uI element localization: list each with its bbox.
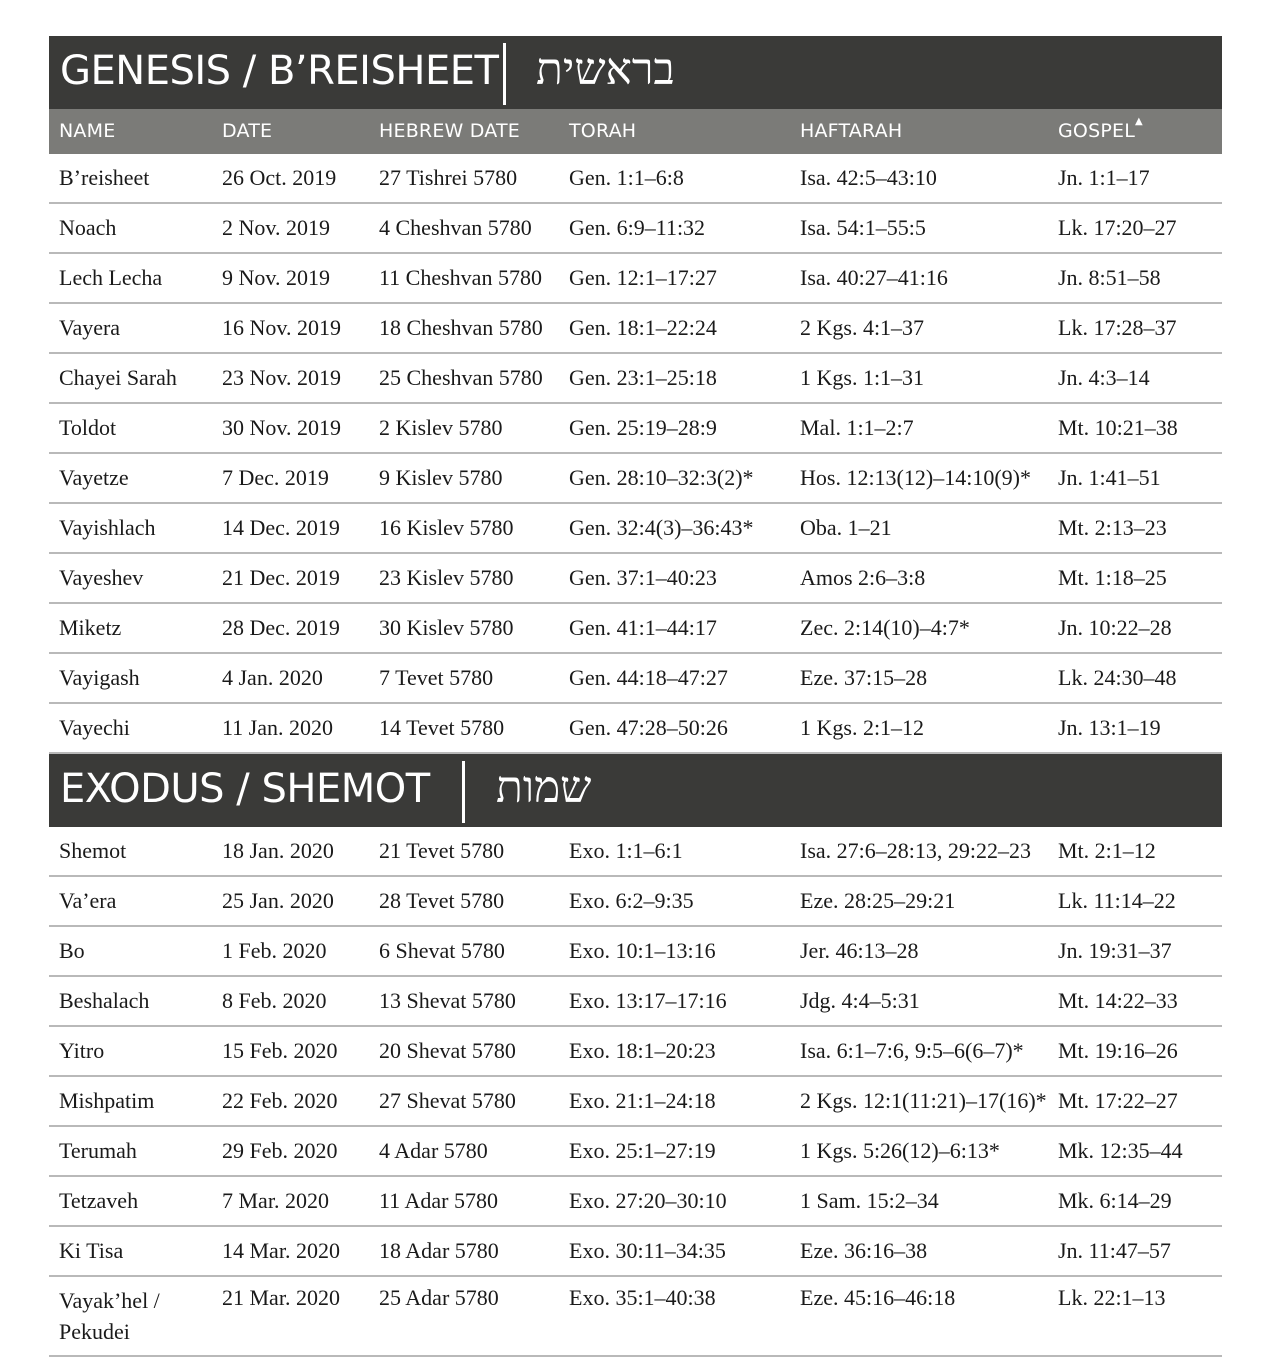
haftarah-reading: Isa. 54:1–55:5 (800, 215, 926, 240)
torah-reading: Exo. 1:1–6:1 (569, 838, 683, 863)
table-row (49, 254, 1222, 304)
gospel-header-label: GOSPEL (1058, 120, 1135, 142)
hebrew-date: 18 Adar 5780 (379, 1238, 499, 1263)
gregorian-date: 29 Feb. 2020 (222, 1138, 338, 1163)
exodus-hebrew-title: שמות (496, 762, 592, 813)
gospel-reading: Lk. 17:20–27 (1058, 215, 1177, 240)
haftarah-reading: Jer. 46:13–28 (800, 938, 919, 963)
portion-name: Noach (59, 215, 117, 240)
portion-name: Chayei Sarah (59, 365, 177, 390)
gregorian-date: 23 Nov. 2019 (222, 365, 341, 390)
hebrew-date: 4 Adar 5780 (379, 1138, 488, 1163)
hebrew-date: 7 Tevet 5780 (379, 665, 494, 690)
torah-reading: Exo. 6:2–9:35 (569, 888, 694, 913)
hebrew-date: 21 Tevet 5780 (379, 838, 505, 863)
gregorian-date: 15 Feb. 2020 (222, 1038, 338, 1063)
gospel-note-mark-icon: ▲ (1135, 116, 1143, 127)
gregorian-date: 30 Nov. 2019 (222, 415, 341, 440)
portion-name: Vayera (59, 315, 121, 340)
haftarah-reading: Isa. 27:6–28:13, 29:22–23 (800, 838, 1031, 863)
gospel-reading: Jn. 8:51–58 (1058, 265, 1161, 290)
gospel-reading: Mt. 2:1–12 (1058, 838, 1156, 863)
torah-reading: Gen. 6:9–11:32 (569, 215, 706, 240)
portion-name: Yitro (59, 1038, 105, 1063)
gregorian-date: 26 Oct. 2019 (222, 165, 337, 190)
torah-reading: Gen. 44:18–47:27 (569, 665, 728, 690)
genesis-hebrew-title: בראשית (536, 44, 675, 95)
hebrew-date: 11 Adar 5780 (379, 1188, 498, 1213)
gospel-reading: Mt. 17:22–27 (1058, 1088, 1178, 1113)
table-row (49, 554, 1222, 604)
hebrew-date: 27 Tishrei 5780 (379, 165, 518, 190)
column-torah-header: TORAH (569, 120, 637, 142)
exodus-title: EXODUS / SHEMOT (60, 766, 430, 812)
haftarah-reading: 2 Kgs. 4:1–37 (800, 315, 925, 340)
gregorian-date: 16 Nov. 2019 (222, 315, 341, 340)
exodus-header (49, 754, 1222, 827)
table-row (49, 354, 1222, 404)
haftarah-reading: Mal. 1:1–2:7 (800, 415, 914, 440)
hebrew-date: 18 Cheshvan 5780 (379, 315, 543, 340)
table-row (49, 604, 1222, 654)
hebrew-date: 23 Kislev 5780 (379, 565, 514, 590)
gregorian-date: 22 Feb. 2020 (222, 1088, 338, 1113)
column-hebrew-date-header: HEBREW DATE (379, 120, 520, 142)
portion-name: Mishpatim (59, 1088, 155, 1113)
table-row (49, 1277, 1222, 1357)
gregorian-date: 21 Mar. 2020 (222, 1285, 340, 1310)
table-row (49, 1077, 1222, 1127)
portion-name: Terumah (59, 1138, 137, 1163)
portion-name: Vayetze (59, 465, 129, 490)
gospel-reading: Mt. 2:13–23 (1058, 515, 1167, 540)
portion-name: Miketz (59, 615, 122, 640)
haftarah-reading: 1 Sam. 15:2–34 (800, 1188, 939, 1213)
portion-name: Ki Tisa (59, 1238, 124, 1263)
table-row (49, 154, 1222, 204)
table-row (49, 927, 1222, 977)
torah-portion-schedule (49, 36, 1222, 1357)
haftarah-reading: Hos. 12:13(12)–14:10(9)* (800, 465, 1031, 490)
hebrew-date: 9 Kislev 5780 (379, 465, 503, 490)
gospel-reading: Jn. 1:1–17 (1058, 165, 1150, 190)
gospel-reading: Jn. 4:3–14 (1058, 365, 1150, 390)
gregorian-date: 7 Mar. 2020 (222, 1188, 329, 1213)
gospel-reading: Lk. 22:1–13 (1058, 1285, 1166, 1310)
gospel-reading: Lk. 24:30–48 (1058, 665, 1177, 690)
gregorian-date: 2 Nov. 2019 (222, 215, 330, 240)
gospel-reading: Jn. 13:1–19 (1058, 715, 1161, 740)
gregorian-date: 7 Dec. 2019 (222, 465, 329, 490)
column-header-row (49, 109, 1222, 154)
column-date-header: DATE (222, 120, 273, 142)
torah-reading: Exo. 10:1–13:16 (569, 938, 716, 963)
column-gospel-header (1058, 116, 1143, 142)
gospel-reading: Lk. 11:14–22 (1058, 888, 1176, 913)
gregorian-date: 11 Jan. 2020 (222, 715, 334, 740)
portion-name: B’reisheet (59, 165, 150, 190)
torah-reading: Gen. 1:1–6:8 (569, 165, 684, 190)
haftarah-reading: Eze. 28:25–29:21 (800, 888, 956, 913)
hebrew-date: 13 Shevat 5780 (379, 988, 516, 1013)
genesis-title: GENESIS / B’REISHEET (60, 48, 499, 94)
torah-reading: Exo. 35:1–40:38 (569, 1285, 716, 1310)
table-row (49, 504, 1222, 554)
column-haftarah-header: HAFTARAH (800, 120, 903, 142)
haftarah-reading: Eze. 36:16–38 (800, 1238, 928, 1263)
hebrew-date: 30 Kislev 5780 (379, 615, 514, 640)
portion-name: Vayishlach (59, 515, 156, 540)
gregorian-date: 1 Feb. 2020 (222, 938, 327, 963)
torah-reading: Gen. 47:28–50:26 (569, 715, 728, 740)
hebrew-date: 28 Tevet 5780 (379, 888, 505, 913)
gospel-reading: Mk. 12:35–44 (1058, 1138, 1183, 1163)
portion-name: Vayak’hel / Pekudei (59, 1288, 160, 1344)
table-row (49, 704, 1222, 754)
table-row (49, 1177, 1222, 1227)
torah-reading: Gen. 37:1–40:23 (569, 565, 717, 590)
table-row (49, 454, 1222, 504)
header-divider (462, 761, 465, 823)
gregorian-date: 28 Dec. 2019 (222, 615, 340, 640)
hebrew-date: 11 Cheshvan 5780 (379, 265, 542, 290)
gospel-reading: Mt. 1:18–25 (1058, 565, 1167, 590)
torah-reading: Exo. 30:11–34:35 (569, 1238, 726, 1263)
table-row (49, 827, 1222, 877)
genesis-header (49, 36, 1222, 109)
haftarah-reading: 1 Kgs. 2:1–12 (800, 715, 925, 740)
haftarah-reading: 2 Kgs. 12:1(11:21)–17(16)* (800, 1088, 1047, 1113)
haftarah-reading: Zec. 2:14(10)–4:7* (800, 615, 970, 640)
portion-name: Vayeshev (59, 565, 144, 590)
hebrew-date: 20 Shevat 5780 (379, 1038, 516, 1063)
table-row (49, 204, 1222, 254)
portion-name: Bo (59, 938, 85, 963)
gospel-reading: Mt. 10:21–38 (1058, 415, 1178, 440)
torah-reading: Gen. 23:1–25:18 (569, 365, 717, 390)
haftarah-reading: Isa. 6:1–7:6, 9:5–6(6–7)* (800, 1038, 1024, 1063)
portion-name: Beshalach (59, 988, 150, 1013)
gregorian-date: 21 Dec. 2019 (222, 565, 340, 590)
table-row (49, 654, 1222, 704)
haftarah-reading: Jdg. 4:4–5:31 (800, 988, 920, 1013)
table-row (49, 304, 1222, 354)
exodus-table-body (49, 827, 1222, 1357)
gregorian-date: 8 Feb. 2020 (222, 988, 327, 1013)
torah-reading: Gen. 41:1–44:17 (569, 615, 717, 640)
haftarah-reading: Isa. 40:27–41:16 (800, 265, 948, 290)
haftarah-reading: 1 Kgs. 5:26(12)–6:13* (800, 1138, 1000, 1163)
gospel-reading: Jn. 10:22–28 (1058, 615, 1172, 640)
table-row (49, 1127, 1222, 1177)
haftarah-reading: Eze. 37:15–28 (800, 665, 928, 690)
haftarah-reading: Isa. 42:5–43:10 (800, 165, 937, 190)
gregorian-date: 4 Jan. 2020 (222, 665, 323, 690)
torah-reading: Exo. 18:1–20:23 (569, 1038, 716, 1063)
hebrew-date: 25 Cheshvan 5780 (379, 365, 543, 390)
hebrew-date: 14 Tevet 5780 (379, 715, 505, 740)
haftarah-reading: 1 Kgs. 1:1–31 (800, 365, 925, 390)
hebrew-date: 16 Kislev 5780 (379, 515, 514, 540)
portion-name: Va’era (59, 888, 117, 913)
torah-reading: Gen. 32:4(3)–36:43* (569, 515, 754, 540)
hebrew-date: 25 Adar 5780 (379, 1285, 499, 1310)
torah-reading: Exo. 21:1–24:18 (569, 1088, 716, 1113)
table-row (49, 877, 1222, 927)
torah-reading: Gen. 18:1–22:24 (569, 315, 717, 340)
torah-reading: Gen. 25:19–28:9 (569, 415, 717, 440)
portion-name: Lech Lecha (59, 265, 163, 290)
gospel-reading: Lk. 17:28–37 (1058, 315, 1177, 340)
haftarah-reading: Oba. 1–21 (800, 515, 892, 540)
torah-reading: Exo. 27:20–30:10 (569, 1188, 727, 1213)
table-row (49, 1027, 1222, 1077)
genesis-table-body (49, 154, 1222, 754)
gregorian-date: 25 Jan. 2020 (222, 888, 334, 913)
portion-name: Shemot (59, 838, 127, 863)
hebrew-date: 6 Shevat 5780 (379, 938, 505, 963)
gregorian-date: 18 Jan. 2020 (222, 838, 334, 863)
gregorian-date: 14 Dec. 2019 (222, 515, 340, 540)
gospel-reading: Jn. 19:31–37 (1058, 938, 1172, 963)
gregorian-date: 14 Mar. 2020 (222, 1238, 340, 1263)
portion-name: Toldot (59, 415, 117, 440)
gregorian-date: 9 Nov. 2019 (222, 265, 330, 290)
torah-reading: Gen. 12:1–17:27 (569, 265, 717, 290)
torah-reading: Exo. 25:1–27:19 (569, 1138, 716, 1163)
hebrew-date: 2 Kislev 5780 (379, 415, 503, 440)
haftarah-reading: Eze. 45:16–46:18 (800, 1285, 956, 1310)
gospel-reading: Jn. 1:41–51 (1058, 465, 1161, 490)
gospel-reading: Mt. 19:16–26 (1058, 1038, 1178, 1063)
torah-reading: Gen. 28:10–32:3(2)* (569, 465, 754, 490)
portion-name: Vayechi (59, 715, 130, 740)
hebrew-date: 27 Shevat 5780 (379, 1088, 516, 1113)
portion-name: Vayigash (59, 665, 140, 690)
gospel-reading: Mk. 6:14–29 (1058, 1188, 1172, 1213)
gospel-reading: Jn. 11:47–57 (1058, 1238, 1171, 1263)
table-row (49, 404, 1222, 454)
table-row (49, 977, 1222, 1027)
torah-reading: Exo. 13:17–17:16 (569, 988, 727, 1013)
header-divider (503, 43, 506, 105)
column-name-header: NAME (59, 120, 116, 142)
hebrew-date: 4 Cheshvan 5780 (379, 215, 532, 240)
haftarah-reading: Amos 2:6–3:8 (800, 565, 926, 590)
portion-name: Tetzaveh (59, 1188, 139, 1213)
gospel-reading: Mt. 14:22–33 (1058, 988, 1178, 1013)
table-row (49, 1227, 1222, 1277)
